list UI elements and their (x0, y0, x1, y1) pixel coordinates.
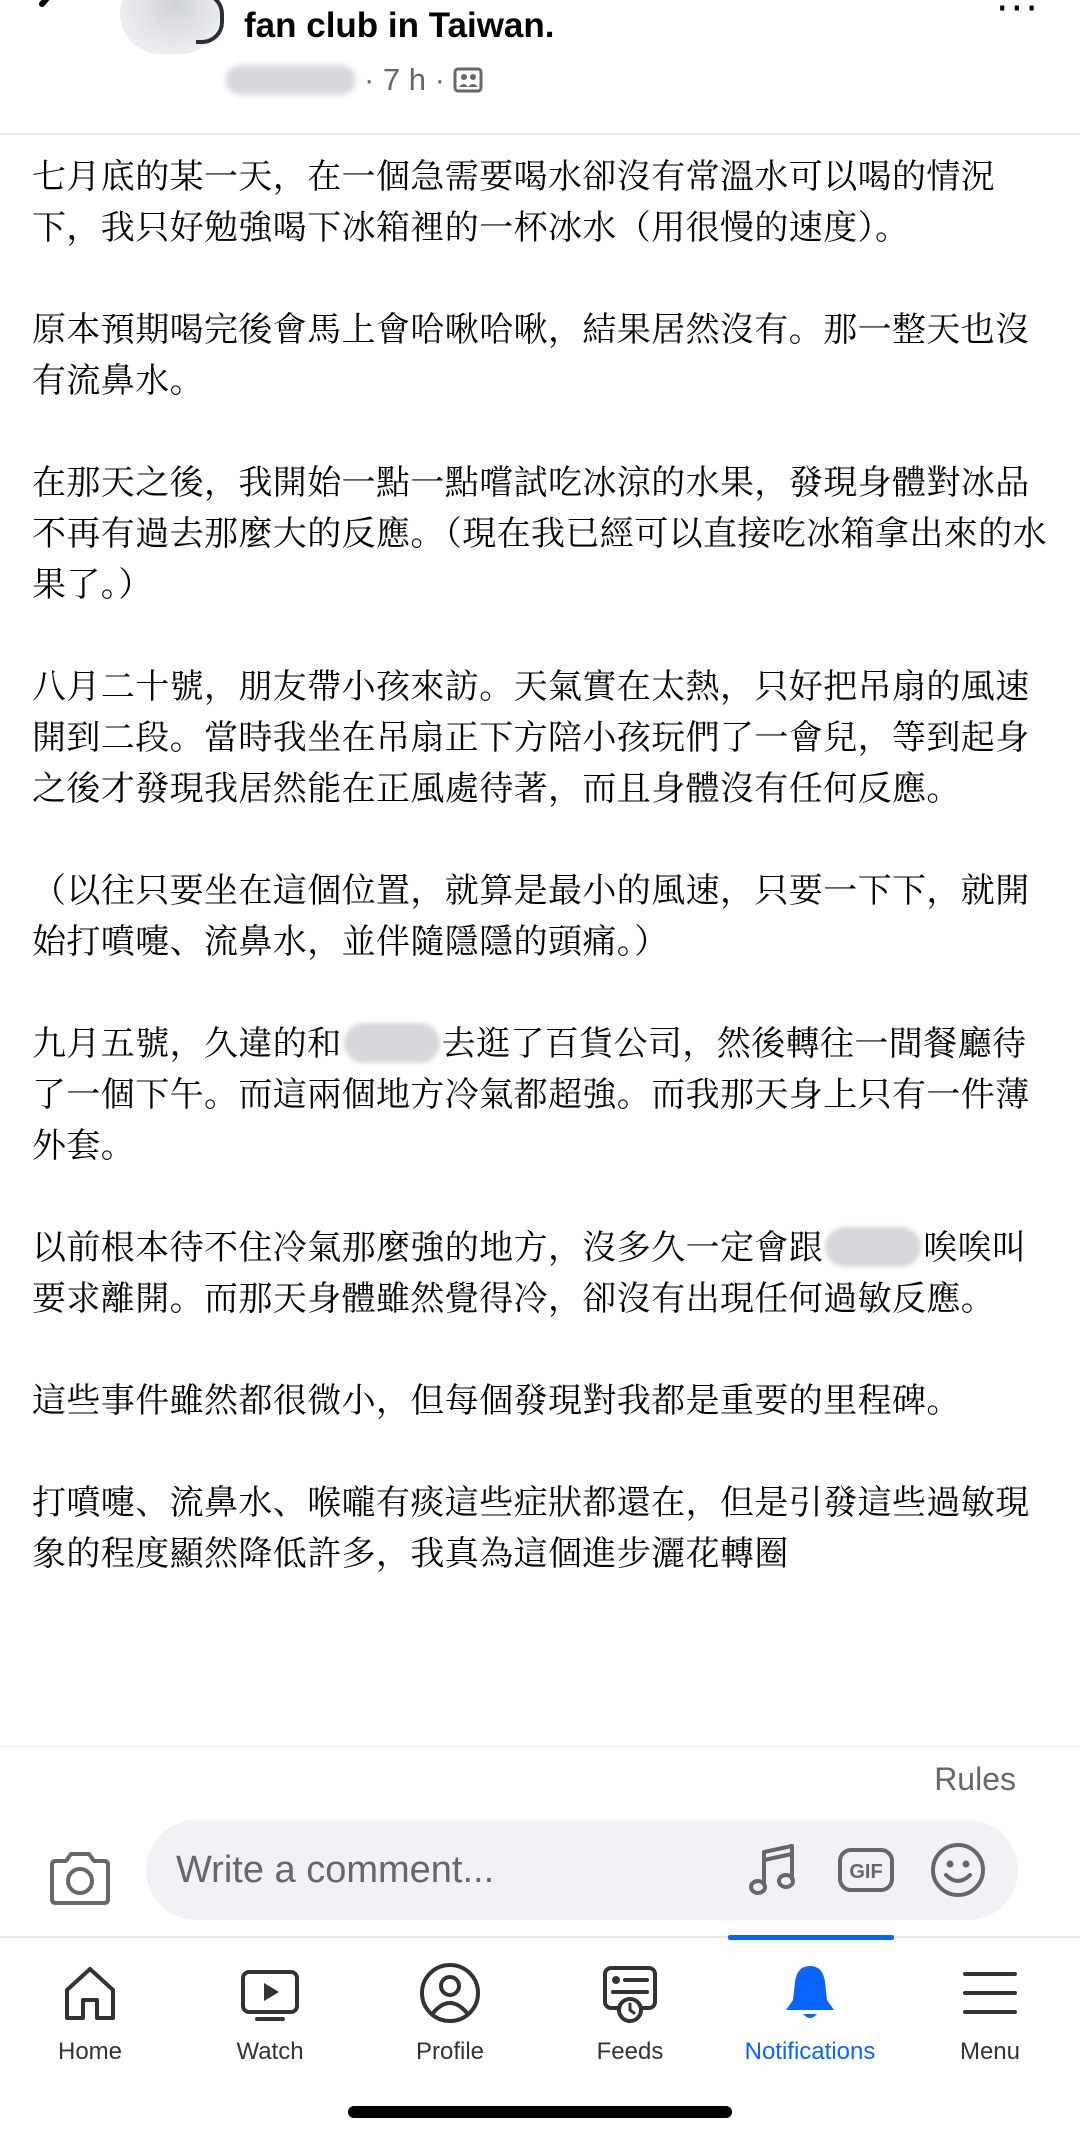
paragraph-text: 去逛了百貨公司，然後轉往一間餐廳待了一個下午。而這兩個地方冷氣都超強。而我那天身上只有一件薄外套。 (32, 1024, 1030, 1166)
svg-text:GIF: GIF (849, 1861, 883, 1883)
menu-icon (957, 1960, 1023, 2026)
post-paragraph: 原本預期喝完後會馬上會哈啾哈啾，結果居然沒有。那一整天也沒有流鼻水。 (32, 310, 1030, 401)
nav-profile[interactable] (360, 1938, 540, 2088)
home-icon (57, 1960, 123, 2026)
post-header (0, 0, 1080, 135)
post-time[interactable]: · 7 h · (364, 62, 445, 97)
emoji-icon[interactable] (928, 1840, 988, 1900)
post-paragraph: 在那天之後，我開始一點一點嚐試吃冰涼的水果，發現身體對冰品不再有過去那麼大的反應。（現在我已經可以直接吃冰箱拿出來的水果了。） (32, 463, 1047, 605)
post-paragraph: （以往只要坐在這個位置，就算是最小的風速，只要一下下，就開始打噴嚏、流鼻水，並伴隨隱隱的頭痛。） (32, 871, 1030, 962)
nav-watch[interactable] (180, 1938, 360, 2088)
profile-icon (417, 1960, 483, 2026)
redacted-name (344, 1023, 440, 1063)
post-paragraph: 七月底的某一天，在一個急需要喝水卻沒有常溫水可以喝的情況下，我只好勉強喝下冰箱裡的一杯冰水（用很慢的速度）。 (32, 157, 996, 248)
avatar-ring (196, 0, 224, 44)
nav-label: Home (57, 2038, 123, 2065)
nav-label: Watch (236, 2038, 304, 2065)
scroll-fade (0, 1700, 1080, 1746)
comment-box (146, 1820, 1018, 1920)
post-paragraph (32, 1223, 1050, 1325)
post-paragraph: 八月二十號，朋友帶小孩來訪。天氣實在太熱，只好把吊扇的風速開到二段。當時我坐在吊扇正下方陪小孩玩們了一會兒，等到起身之後才發現我居然能在正風處待著，而且身體沒有任何反應。 (32, 667, 1030, 809)
post-paragraph (32, 1019, 1050, 1172)
back-arrow-icon[interactable] (28, 0, 88, 34)
bell-icon (777, 1960, 843, 2026)
music-icon[interactable] (744, 1840, 804, 1900)
comment-composer (0, 1746, 1080, 1937)
post-meta (226, 60, 483, 100)
redacted-name (825, 1227, 921, 1267)
feeds-icon (597, 1960, 663, 2026)
nav-feeds[interactable] (540, 1938, 720, 2088)
nav-label: Notifications (744, 2038, 876, 2065)
paragraph-text: 唉唉叫要求離開。而那天身體雖然覺得冷，卻沒有出現任何過敏反應。 (32, 1228, 1027, 1319)
more-options-icon[interactable]: ··· (995, 0, 1040, 32)
post-body (32, 152, 1050, 1742)
group-audience-icon (453, 65, 483, 95)
nav-menu[interactable] (900, 1938, 1080, 2088)
paragraph-text: 以前根本待不住冷氣那麼強的地方，沒多久一定會跟 (32, 1228, 824, 1268)
watch-icon (237, 1960, 303, 2026)
gif-icon[interactable] (836, 1840, 896, 1900)
nav-notifications[interactable] (720, 1938, 900, 2088)
rules-link[interactable]: Rules (934, 1761, 1016, 1797)
comment-input[interactable] (176, 1820, 736, 1920)
paragraph-text: 九月五號，久違的和 (32, 1024, 342, 1064)
post-paragraph: 打噴嚏、流鼻水、喉嚨有痰這些症狀都還在，但是引發這些過敏現象的程度顯然降低許多，我真為這個進步灑花轉圈 (32, 1483, 1030, 1574)
nav-label: Menu (959, 2038, 1021, 2065)
bottom-navigation (0, 1936, 1080, 2133)
author-name-redacted[interactable] (226, 65, 356, 95)
nav-label: Profile (415, 2038, 485, 2065)
home-indicator[interactable] (348, 2106, 732, 2118)
nav-label: Feeds (596, 2038, 664, 2065)
group-name[interactable]: fan club in Taiwan. (244, 6, 555, 45)
camera-icon[interactable] (44, 1843, 116, 1915)
nav-home[interactable] (0, 1938, 180, 2088)
post-paragraph: 這些事件雖然都很微小，但每個發現對我都是重要的里程碑。 (32, 1381, 961, 1421)
